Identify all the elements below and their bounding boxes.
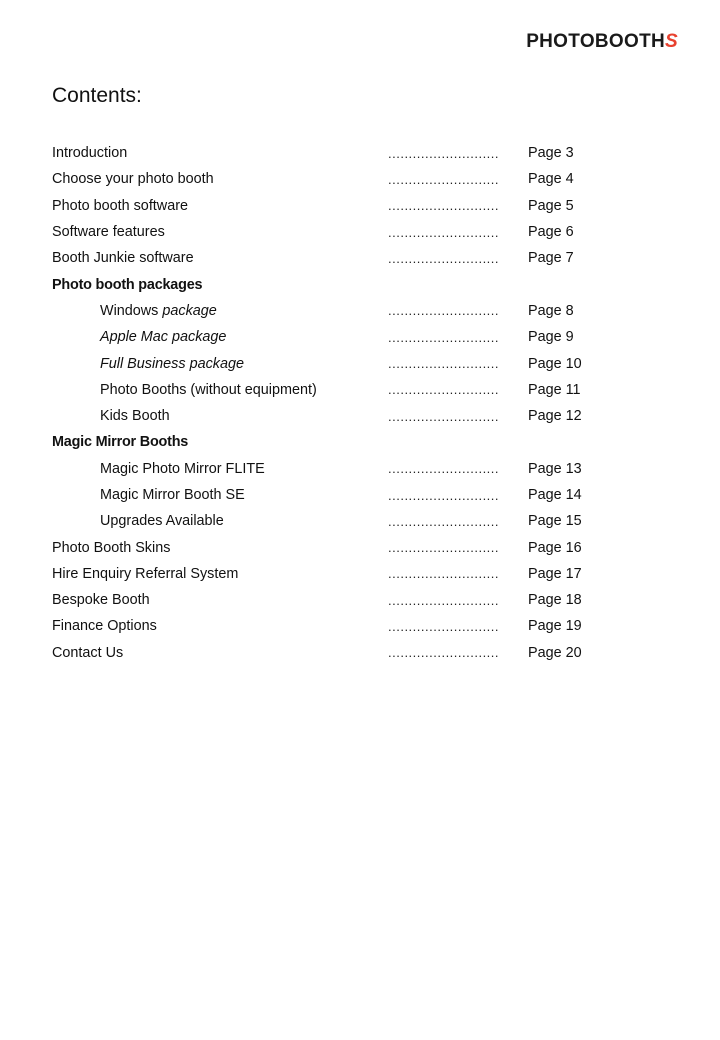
toc-page-number: Page 12 [528, 408, 582, 425]
toc-entry-label: Photo Booths (without equipment) [100, 381, 317, 398]
toc-entry-hire-enquiry[interactable] [52, 561, 612, 587]
toc-entry-label: Upgrades Available [100, 513, 224, 530]
toc-leader-dots: ........................... [388, 513, 500, 529]
toc-entry-label: Software features [52, 224, 165, 241]
toc-section-heading-magic-mirror [52, 429, 612, 455]
toc-leader-dots: ........................... [388, 487, 500, 503]
toc-page-number: Page 7 [528, 250, 574, 267]
brand-logo-main: PHOTOBOOTH [526, 31, 666, 52]
toc-page-number: Page 8 [528, 302, 574, 319]
toc-entry-label-italic: package [162, 302, 217, 319]
toc-leader-dots: ........................... [388, 382, 500, 398]
toc-page-number: Page 15 [528, 513, 582, 530]
toc-entry-magic-mirror-booth-se[interactable] [52, 482, 612, 508]
toc-leader-dots: ........................... [388, 408, 500, 424]
toc-entry-finance-options[interactable] [52, 613, 612, 639]
toc-entry-bespoke-booth[interactable] [52, 587, 612, 613]
toc-section-label: Magic Mirror Booths [52, 434, 189, 451]
toc-entry-label: Magic Mirror Booth SE [100, 487, 245, 503]
toc-entry-label: Bespoke Booth [52, 592, 150, 609]
toc-entry-label [52, 303, 217, 319]
toc-entry-label: Magic Photo Mirror FLITE [100, 460, 265, 477]
toc-entry-label: Contact Us [52, 644, 124, 661]
toc-entry-photo-booths-no-equipment[interactable] [52, 377, 612, 403]
toc-page-number: Page 20 [528, 644, 582, 661]
toc-section-label: Photo booth packages [52, 276, 203, 293]
toc-leader-dots: ........................... [388, 540, 500, 556]
toc-entry-label-plain: Windows [100, 302, 159, 319]
toc-leader-dots: ........................... [388, 592, 500, 608]
toc-page-number: Page 10 [528, 355, 582, 372]
toc-entry-photo-booth-skins[interactable] [52, 534, 612, 560]
toc-entry-apple-mac-package[interactable] [52, 324, 612, 350]
toc-entry-photo-booth-software[interactable] [52, 193, 612, 219]
toc-entry-introduction[interactable] [52, 140, 612, 166]
toc-entry-magic-photo-mirror-flite[interactable] [52, 456, 612, 482]
toc-page-number: Page 14 [528, 487, 582, 503]
toc-leader-dots: ........................... [388, 145, 500, 161]
toc-page-number: Page 11 [528, 381, 581, 398]
brand-logo-accent: S [665, 31, 678, 52]
toc-leader-dots: ........................... [388, 198, 500, 214]
brand-logo [526, 31, 678, 53]
toc-leader-dots: ........................... [388, 303, 500, 319]
toc-entry-label: Booth Junkie software [52, 250, 194, 267]
toc-entry-kids-booth[interactable] [52, 403, 612, 429]
toc-entry-label: Finance Options [52, 618, 157, 635]
toc-leader-dots: ........................... [388, 356, 500, 372]
toc-leader-dots: ........................... [388, 461, 500, 477]
toc-leader-dots: ........................... [388, 566, 500, 582]
toc-entry-booth-junkie[interactable] [52, 245, 612, 271]
table-of-contents [52, 140, 612, 666]
toc-entry-choose-booth[interactable] [52, 166, 612, 192]
page-title: Contents: [52, 84, 142, 107]
toc-leader-dots: ........................... [388, 224, 500, 240]
toc-leader-dots: ........................... [388, 329, 500, 345]
toc-page-number: Page 13 [528, 460, 582, 477]
toc-entry-label: Kids Booth [100, 408, 170, 425]
toc-entry-contact-us[interactable] [52, 640, 612, 666]
toc-section-heading-packages [52, 271, 612, 297]
toc-entry-upgrades-available[interactable] [52, 508, 612, 534]
toc-page-number: Page 9 [528, 329, 574, 346]
toc-page-number: Page 16 [528, 539, 582, 556]
toc-entry-label: Photo booth software [52, 197, 189, 214]
toc-leader-dots: ........................... [388, 645, 500, 661]
toc-entry-windows-package[interactable] [52, 298, 612, 324]
toc-page-number: Page 3 [528, 145, 574, 162]
toc-page-number: Page 18 [528, 592, 582, 609]
toc-leader-dots: ........................... [388, 250, 500, 266]
toc-leader-dots: ........................... [388, 171, 500, 187]
toc-entry-label: Introduction [52, 145, 128, 162]
toc-entry-label: Hire Enquiry Referral System [52, 565, 239, 582]
toc-page-number: Page 19 [528, 618, 582, 635]
toc-entry-label: Full Business package [100, 355, 244, 372]
toc-entry-software-features[interactable] [52, 219, 612, 245]
toc-page-number: Page 17 [528, 565, 582, 582]
toc-entry-full-business-package[interactable] [52, 350, 612, 376]
toc-page-number: Page 4 [528, 171, 574, 188]
toc-entry-label: Photo Booth Skins [52, 539, 171, 556]
toc-leader-dots: ........................... [388, 618, 500, 634]
toc-entry-label: Choose your photo booth [52, 171, 214, 188]
toc-page-number: Page 5 [528, 197, 574, 214]
toc-entry-label: Apple Mac package [100, 329, 227, 346]
toc-page-number: Page 6 [528, 224, 574, 241]
